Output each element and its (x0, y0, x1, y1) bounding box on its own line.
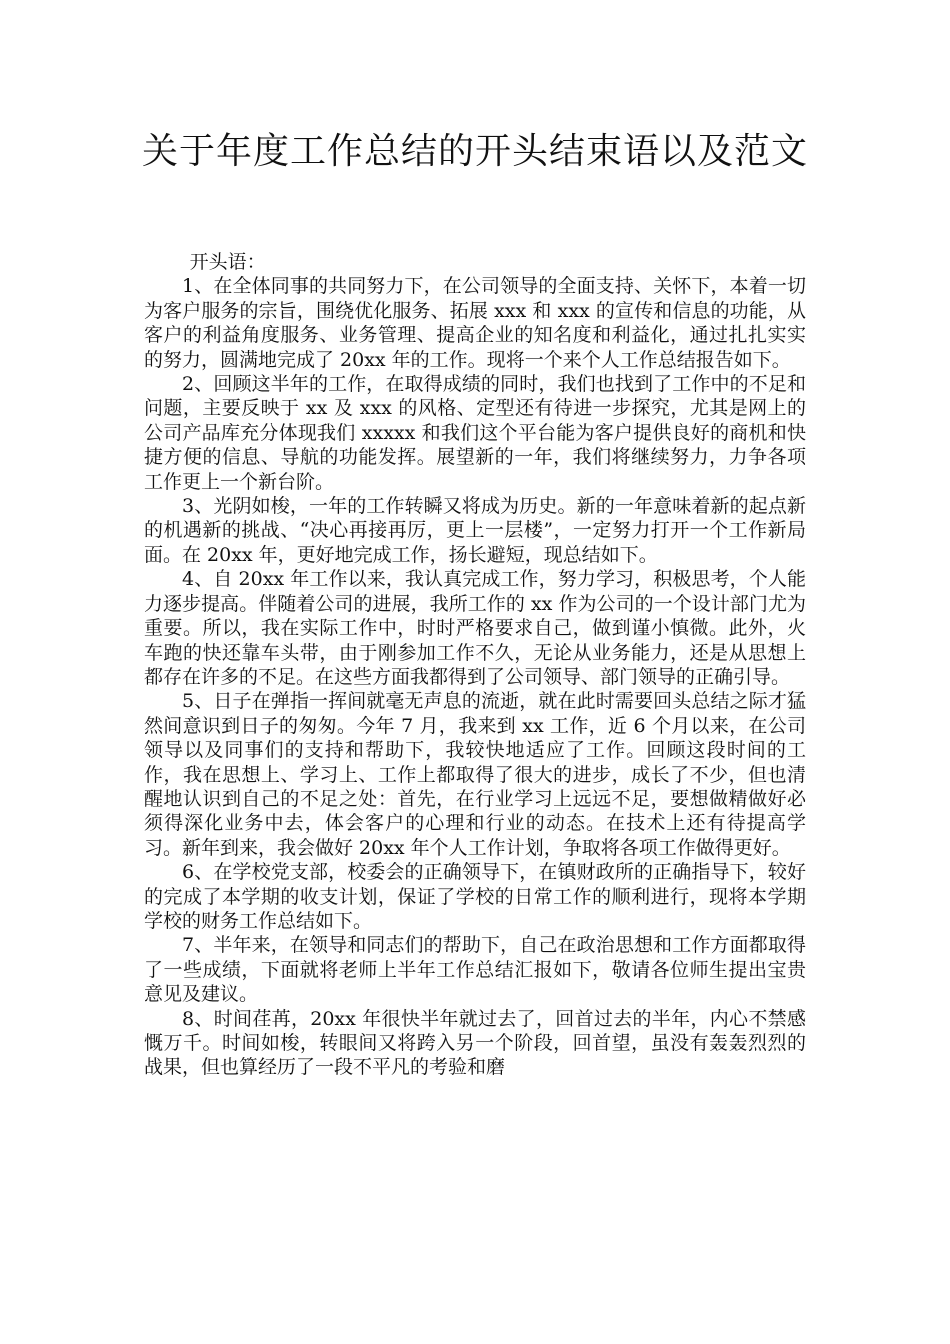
document-body (144, 250, 806, 1080)
section-label: 开头语： (189, 251, 266, 273)
paragraph-5: 5、日子在弹指一挥间就毫无声息的流逝，就在此时需要回头总结之际才猛然间意识到日子的匆匆。今年 7 月，我来到 xx 工作，近 6 个月以来，在公司领导以及同事们的支持和帮助下，我较快地适应了工作。回顾这段时间的工作，我在思想上、学习上、工作上都取得了很大的进步，成长了不少，但也清醒地认识到自己的不足之处：首先，在行业学习上远远不足，要想做精做好必须得深化业务中去，体会客户的心理和行业的动态。在技术上还有待提高学习。新年到来，我会做好 20xx 年个人工作计划，争取将各项工作做得更好。 (144, 690, 806, 859)
paragraph-7: 7、半年来，在领导和同志们的帮助下，自己在政治思想和工作方面都取得了一些成绩，下面就将老师上半年工作总结汇报如下，敬请各位师生提出宝贵意见及建议。 (144, 934, 806, 1006)
document-title: 关于年度工作总结的开头结束语以及范文 (141, 131, 808, 172)
paragraph-6: 6、在学校党支部，校委会的正确领导下，在镇财政所的正确指导下，较好的完成了本学期的收支计划，保证了学校的日常工作的顺利进行，现将本学期学校的财务工作总结如下。 (144, 861, 806, 932)
paragraph-8: 8、时间荏苒，20xx 年很快半年就过去了，回首过去的半年，内心不禁感慨万千。时间如梭，转眼间又将跨入另一个阶段，回首望，虽没有轰轰烈烈的战果，但也算经历了一段不平凡的考验和磨 (144, 1007, 806, 1079)
paragraph-2: 2、回顾这半年的工作，在取得成绩的同时，我们也找到了工作中的不足和问题，主要反映于 xx 及 xxx 的风格、定型还有待进一步探究，尤其是网上的公司产品库充分体现我们 xxxxx 和我们这个平台能为客户提供良好的商机和快捷方便的信息、导航的功能发挥。展望新的一年，我们将继续努力，力争各项工作更上一个新台阶。 (144, 373, 806, 493)
paragraph-4: 4、自 20xx 年工作以来，我认真完成工作，努力学习，积极思考，个人能力逐步提高。伴随着公司的进展，我所工作的 xx 作为公司的一个设计部门尤为重要。所以，我在实际工作中，时时严格要求自己，做到谨小慎微。此外，火车跑的快还靠车头带，由于刚参加工作不久，无论从业务能力，还是从思想上都存在许多的不足。在这些方面我都得到了公司领导、部门领导的正确引导。 (144, 568, 806, 688)
paragraph-3: 3、光阴如梭，一年的工作转瞬又将成为历史。新的一年意味着新的起点新的机遇新的挑战、“决心再接再厉，更上一层楼”，一定努力打开一个工作新局面。在 20xx 年，更好地完成工作，扬长避短，现总结如下。 (144, 495, 806, 566)
paragraph-1: 1、在全体同事的共同努力下，在公司领导的全面支持、关怀下，本着一切为客户服务的宗旨，围绕优化服务、拓展 xxx 和 xxx 的宣传和信息的功能，从客户的利益角度服务、业务管理、提高企业的知名度和利益化，通过扎扎实实的努力，圆满地完成了 20xx 年的工作。现将一个来个人工作总结报告如下。 (144, 275, 806, 371)
